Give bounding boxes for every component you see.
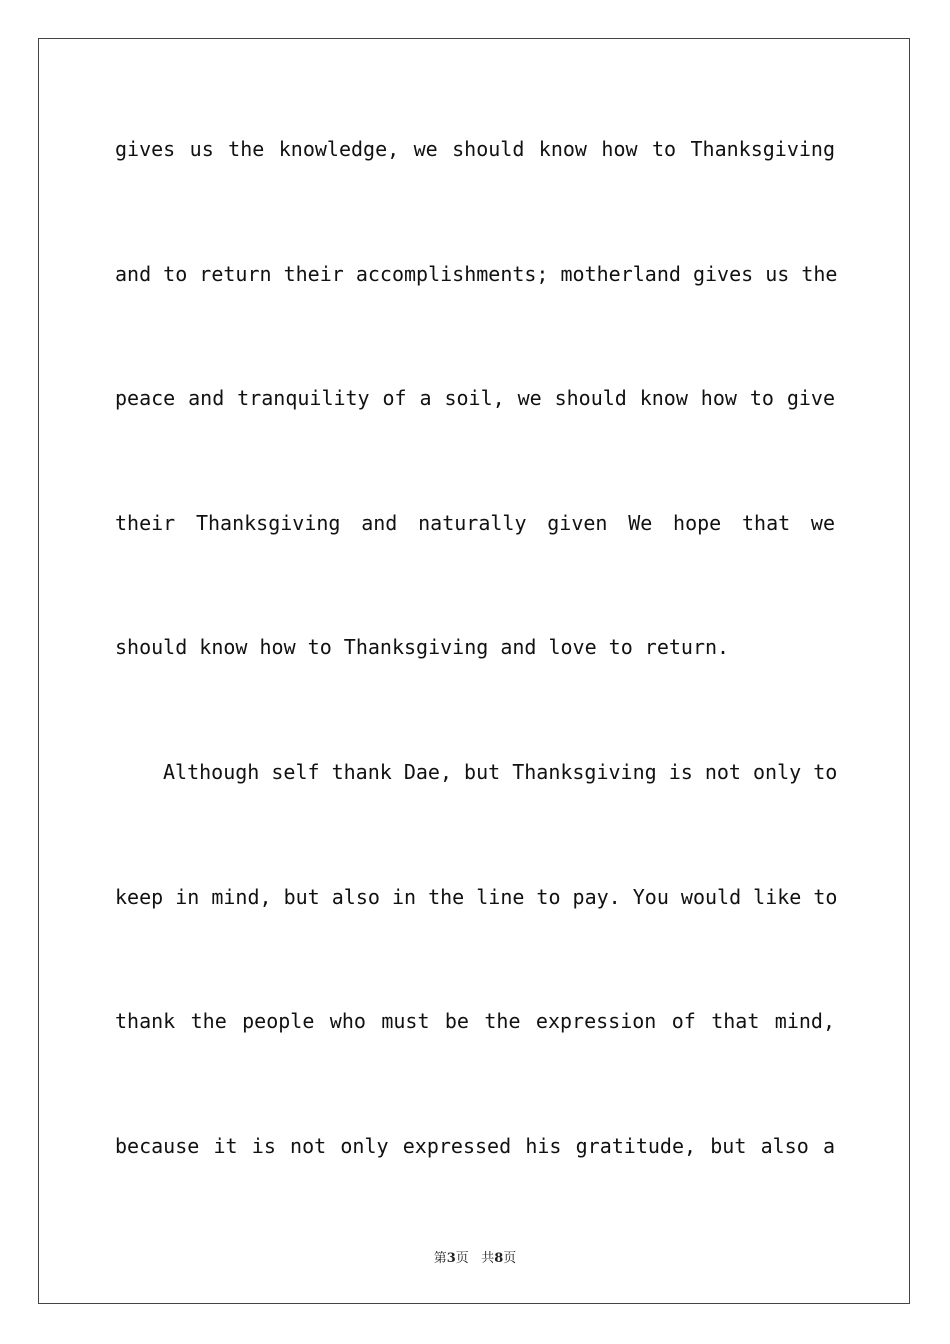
body-line-4: their Thanksgiving and naturally given We hope that we xyxy=(115,510,835,535)
page-number: 3 xyxy=(446,1251,456,1266)
body-line-6: Although self thank Dae, but Thanksgiving is not only to xyxy=(163,759,838,784)
page-footer xyxy=(0,1247,950,1266)
body-line-2: and to return their accomplishments; motherland gives us the xyxy=(115,261,838,286)
body-line-5: should know how to Thanksgiving and love to return. xyxy=(115,635,730,660)
body-line-3: peace and tranquility of a soil, we should know how to give xyxy=(115,386,835,411)
page-prefix: 第 xyxy=(433,1251,447,1266)
body-line-7: keep in mind, but also in the line to pay. You would like to xyxy=(115,884,838,909)
body-line-1: gives us the knowledge, we should know how to Thanksgiving xyxy=(115,137,835,161)
total-pages: 8 xyxy=(494,1251,504,1266)
document-body xyxy=(115,129,838,1250)
total-prefix: 共 xyxy=(481,1251,495,1266)
total-suffix: 页 xyxy=(503,1251,517,1266)
body-line-8: thank the people who must be the expression of that mind, xyxy=(115,1009,835,1034)
body-line-9: because it is not only expressed his gratitude, but also a xyxy=(115,1133,835,1158)
page-suffix: 页 xyxy=(455,1251,469,1266)
